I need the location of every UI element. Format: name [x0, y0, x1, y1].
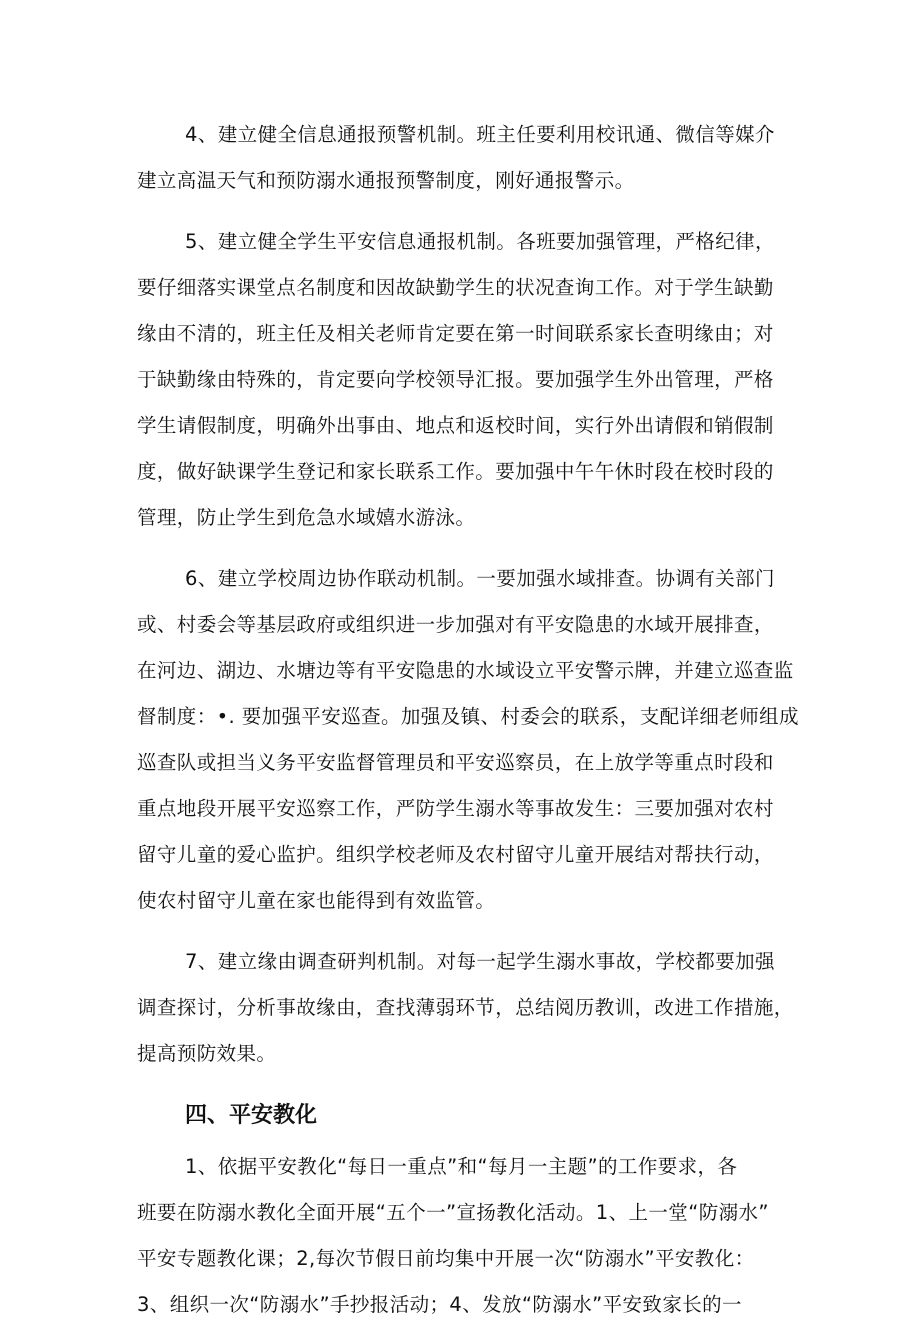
text-line: 7、建立缘由调查研判机制。对每一起学生溺水事故，学校都要加强: [185, 950, 775, 973]
text-line: 4、建立健全信息通报预警机制。班主任要利用校讯通、微信等媒介: [185, 123, 775, 146]
text-line: 要仔细落实课堂点名制度和因故缺勤学生的状况查询工作。对于学生缺勤: [137, 276, 774, 299]
document-body: [137, 112, 797, 1343]
text-line: 管理，防止学生到危急水域嬉水游泳。: [137, 506, 476, 529]
paragraph-surrounding-coordination: [137, 556, 797, 924]
paragraph-cause-investigation: [137, 939, 797, 1077]
text-line: 留守儿童的爱心监护。组织学校老师及农村留守儿童开展结对帮扶行动，: [137, 843, 774, 866]
text-line: 于缺勤缘由特殊的，肯定要向学校领导汇报。要加强学生外出管理，严格: [137, 368, 774, 391]
paragraph-info-reporting: [137, 112, 797, 204]
text-line: 重点地段开展平安巡察工作，严防学生溺水等事故发生：三要加强对农村: [137, 797, 774, 820]
text-line: 班要在防溺水教化全面开展“五个一”宣扬教化活动。1、上一堂“防溺水”: [137, 1201, 769, 1224]
text-line: 使农村留守儿童在家也能得到有效监管。: [137, 889, 496, 912]
text-line: 平安专题教化课；2,每次节假日前均集中开展一次“防溺水”平安教化：: [137, 1247, 755, 1270]
text-line: 学生请假制度，明确外出事由、地点和返校时间，实行外出请假和销假制: [137, 414, 774, 437]
text-line: 1、依据平安教化“每日一重点”和“每月一主题”的工作要求，各: [185, 1155, 738, 1178]
text-line: 提高预防效果。: [137, 1042, 277, 1065]
text-line: 缘由不清的，班主任及相关老师肯定要在第一时间联系家长查明缘由；对: [137, 322, 774, 345]
paragraph-student-safety-reporting: [137, 219, 797, 541]
paragraph-safety-education: [137, 1144, 797, 1328]
text-line: 5、建立健全学生平安信息通报机制。各班要加强管理，严格纪律，: [185, 230, 775, 253]
text-line: 督制度：•. 要加强平安巡查。加强及镇、村委会的联系，支配详细老师组成: [137, 705, 799, 728]
text-line: 在河边、湖边、水塘边等有平安隐患的水域设立平安警示牌，并建立巡查监: [137, 659, 794, 682]
text-line: 巡查队或担当义务平安监督管理员和平安巡察员，在上放学等重点时段和: [137, 751, 774, 774]
section-heading: 四、平安教化: [185, 1103, 318, 1128]
text-line: 调查探讨，分析事故缘由，查找薄弱环节，总结阅历教训，改进工作措施，: [137, 996, 794, 1019]
text-line: 3、组织一次“防溺水”手抄报活动；4、发放“防溺水”平安致家长的一: [137, 1293, 742, 1316]
text-line: 度，做好缺课学生登记和家长联系工作。要加强中午午休时段在校时段的: [137, 460, 774, 483]
text-line: 或、村委会等基层政府或组织进一步加强对有平安隐患的水域开展排查，: [137, 613, 774, 636]
text-line: 建立高温天气和预防溺水通报预警制度，刚好通报警示。: [137, 169, 635, 192]
text-line: 6、建立学校周边协作联动机制。一要加强水域排查。协调有关部门: [185, 567, 775, 590]
